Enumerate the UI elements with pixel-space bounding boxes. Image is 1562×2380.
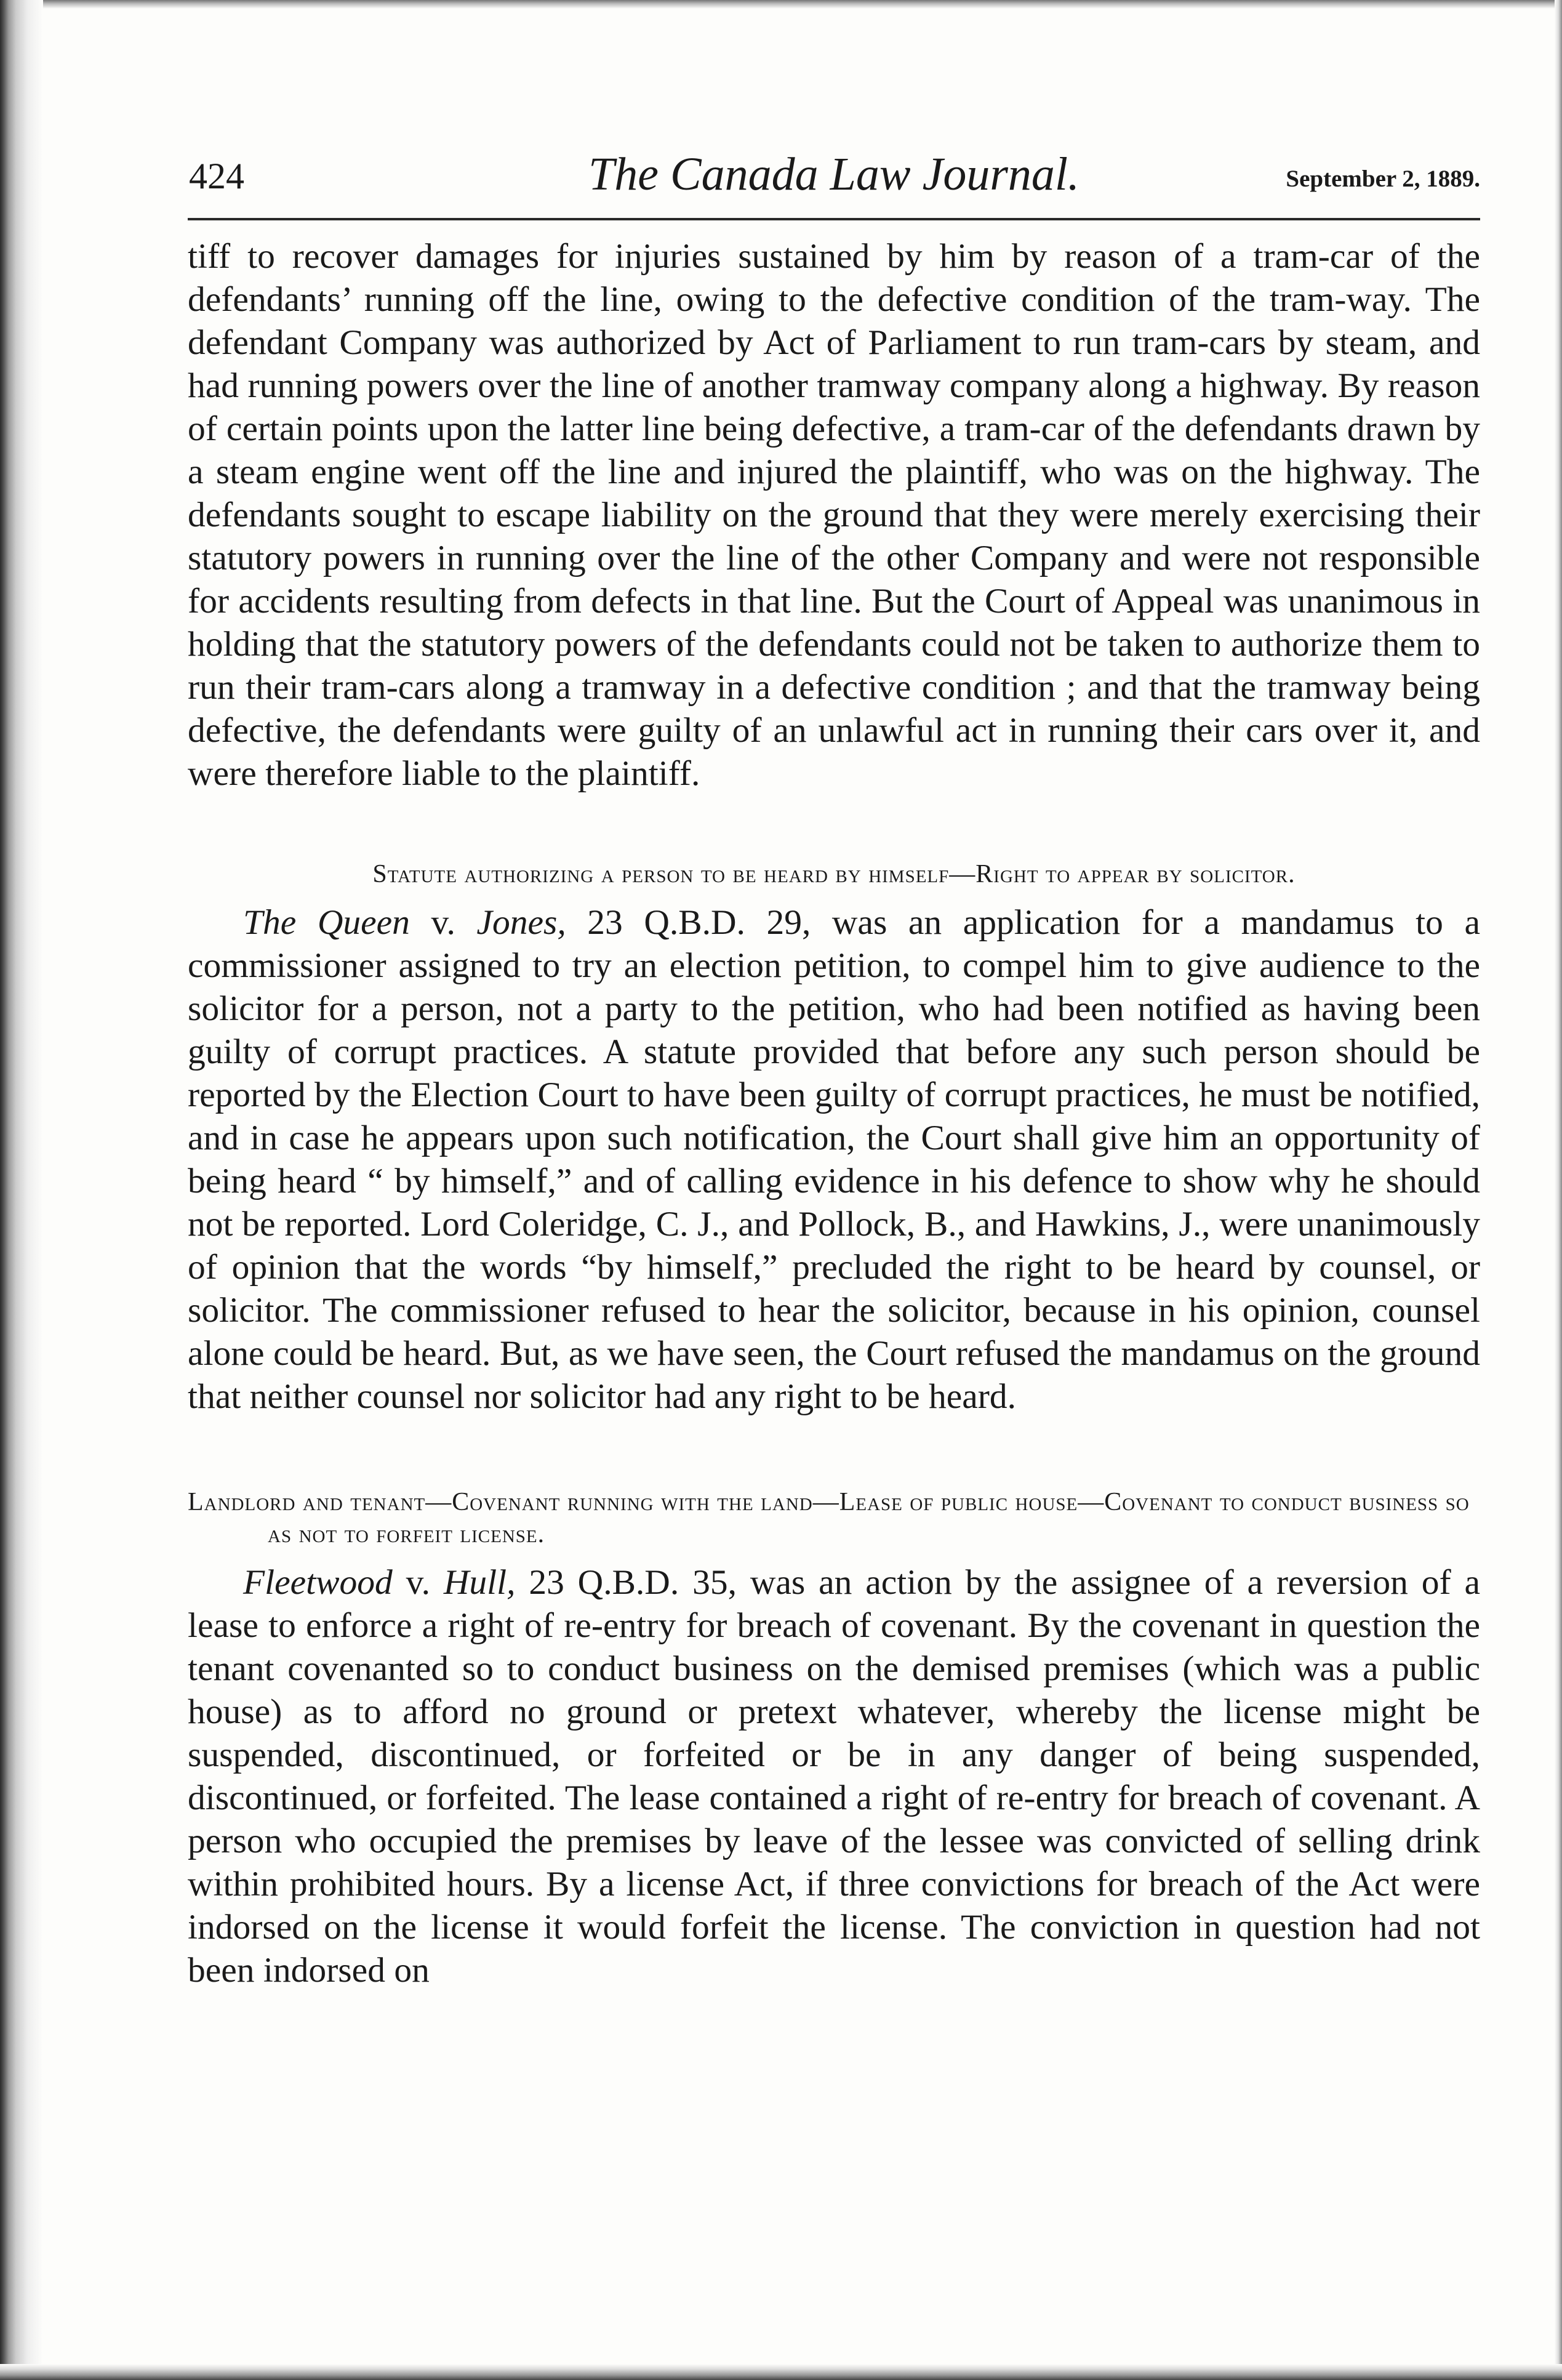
page-right-edge <box>1555 0 1562 2380</box>
case-party: Jones, <box>476 903 566 942</box>
journal-page <box>188 148 1480 1992</box>
page-bottom-edge <box>0 2364 1562 2380</box>
case-paragraph-fleetwood-v-hull <box>188 1561 1480 1992</box>
section-heading-landlord-tenant: Landlord and tenant—Covenant running with the land—Lease of public house—Covenant to conduct business so as not to forfeit license. <box>188 1488 1470 1548</box>
case-party: Hull, <box>443 1563 516 1602</box>
page-number: 424 <box>189 156 244 196</box>
case-text: 23 Q.B.D. 29, was an application for a mandamus to a commissioner assigned to try an election petition, to compel him to give audience to the solicitor for a person, not a party to the petition, who had been notified as having been guilty of corrupt practices. A statute provided that before any such person should be reported by the Election Court to have been guilty of corrupt practices, he must be notified, and in case he appears upon such notification, the Court shall give him an opportunity of being heard “ by himself,” and of calling evidence in his defence to show why he should not be reported. Lord Coleridge, C. J., and Pollock, B., and Hawkins, J., were unanimously of opinion that the words “by himself,” precluded the right to be heard by counsel, or solicitor. The commissioner refused to hear the solicitor, because in his opinion, counsel alone could be heard. But, as we have seen, the Court refused the mandamus on the ground that neither counsel nor solicitor had any right to be heard. <box>188 903 1480 1416</box>
case-name: Fleetwood <box>243 1563 393 1602</box>
page-top-edge <box>0 0 1562 9</box>
continued-paragraph: tiff to recover damages for injuries sustained by him by reason of a tram-car of the defendants’ running off the line, owing to the defective condition of the tram-way. The defendant Company was authorized by Act of Parliament to run tram-cars by steam, and had running powers over the line of another tramway company along a highway. By reason of certain points upon the latter line being defective, a tram-car of the defendants drawn by a steam engine went off the line and injured the plaintiff, who was on the highway. The defendants sought to escape liability on the ground that they were merely exercising their statutory powers in running over the line of the other Company and were not responsible for accidents resulting from defects in that line. But the Court of Appeal was unanimous in holding that the statutory powers of the defendants could not be taken to authorize them to run their tram-cars along a tramway in a defective condition ; and that the tramway being defective, the defendants were guilty of an unlawful act in running their cars over it, and were therefore liable to the plaintiff. <box>188 237 1480 793</box>
case-paragraph-queen-v-jones <box>188 901 1480 1418</box>
running-head <box>188 148 1480 215</box>
case-versus: v. <box>409 903 477 942</box>
case-versus: v. <box>392 1563 444 1602</box>
case-name: The Queen <box>243 903 410 942</box>
case-text: 23 Q.B.D. 35, was an action by the assignee of a reversion of a lease to enforce a right of re-entry for breach of covenant. By the covenant in question the tenant covenanted so to conduct business on the demised premises (which was a public house) as to afford no ground or pretext whatever, whereby the license might be suspended, discontinued, or forfeited or be in any danger of being suspended, discontinued, or forfeited. The lease contained a right of re-entry for breach of covenant. A person who occupied the premises by leave of the lessee was convicted of selling drink within prohibited hours. By a license Act, if three convictions for breach of the Act were indorsed on the license it would forfeit the license. The conviction in question had not been indorsed on <box>188 1563 1480 1990</box>
page-binding-edge <box>0 0 43 2380</box>
issue-date: September 2, 1889. <box>1286 166 1480 192</box>
journal-title: The Canada Law Journal. <box>588 148 1080 200</box>
section-heading-statute: Statute authorizing a person to be heard by himself—Right to appear by solicitor. <box>372 860 1296 888</box>
header-rule <box>188 218 1480 220</box>
